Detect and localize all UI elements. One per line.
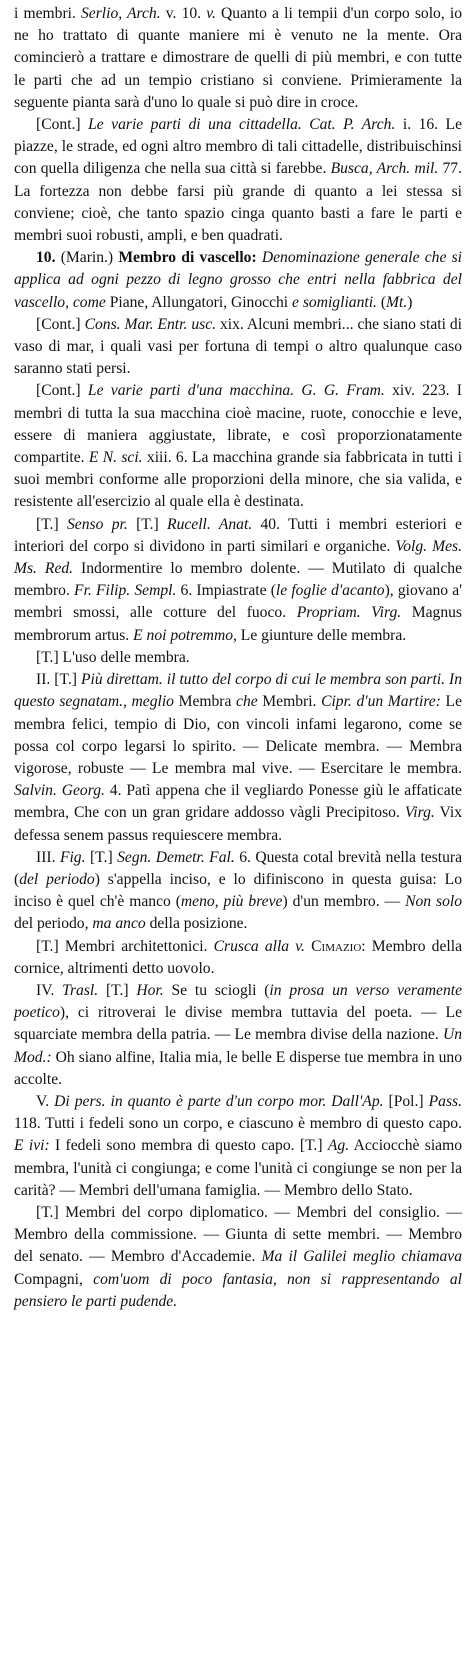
text-run: ), giovano a' membri smossi, alle cotture del fuoco. — [14, 582, 463, 622]
italic-run: Fr. Filip. Sempl. — [74, 582, 177, 600]
italic-run: che — [236, 693, 258, 711]
entry-paragraph-p-macchina — [14, 380, 462, 513]
italic-run: in prosa un verso veramente poetico — [14, 981, 463, 1022]
italic-run: E N. sci. — [88, 449, 143, 467]
text-run: Compagni, — [14, 1270, 94, 1288]
entry-paragraph-p-v — [14, 1091, 462, 1202]
italic-run: Rucell. Anat. — [167, 515, 253, 533]
text-run: [T.] Membri architettonici. — [36, 937, 214, 955]
entry-paragraph-p-architettonici — [14, 936, 462, 980]
text-run: 6. Questa cotal brevità nella testura ( — [14, 848, 463, 888]
text-run: Membra — [173, 693, 237, 711]
text-run: I fedeli sono membra di questo capo. [T.] — [49, 1137, 328, 1155]
text-run: II. [T.] — [36, 671, 81, 689]
text-run: ) s'appella inciso, e lo difiniscono in questa guisa: Lo inciso è quel ch'è manco ( — [14, 870, 462, 911]
text-run: Se tu sciogli ( — [163, 981, 270, 999]
italic-run: Serlio, Arch. — [81, 5, 161, 22]
italic-run: le foglie d'acanto — [275, 582, 385, 600]
italic-run: Volg. Mes. Ms. Red. — [14, 537, 462, 578]
text-run: [T.] L'uso delle membra. — [36, 648, 190, 666]
italic-run: meno, più breve — [180, 893, 283, 911]
italic-run: Di pers. in quanto è parte d'un corpo mor. Dall'Ap. — [54, 1092, 384, 1110]
text-run: Magnus membrorum artus. — [14, 604, 462, 644]
text-run: 40. Tutti i membri esteriori e interiori del corpo si dividono in parti similari e organiche. — [14, 515, 462, 555]
text-run: ) — [407, 293, 413, 311]
entry-paragraph-p-diplomatico — [14, 1202, 462, 1313]
italic-run: Mt. — [386, 293, 408, 311]
text-run: Oh siano alfine, Italia mia, le belle E disperse tue membra in uno accolte. — [14, 1048, 462, 1088]
text-run: [Pol.] — [383, 1092, 429, 1110]
italic-run: Salvin. Georg. — [14, 782, 105, 800]
text-run: III. — [36, 848, 60, 866]
text-run: del periodo, — [14, 915, 93, 933]
italic-run: Propriam. Virg. — [296, 604, 402, 622]
text-run: : Membro della cornice, altrimenti detto uovolo. — [14, 937, 462, 977]
entry-paragraph-p-senso-pr — [14, 514, 462, 647]
text-run: Acciocchè siamo membra, l'unità ci congiunga; e come l'unità ci congiunge se non per la carità? — Membri dell'umana famiglia. — Membro dello Stato. — [14, 1137, 463, 1199]
text-run: 4. Patì appena che il vegliardo Ponesse giù le affaticate membra, Che con un gran gridare addosso vàgli Precipitoso. — [14, 782, 462, 822]
text-run: Membri. — [257, 693, 322, 711]
entry-paragraph-p-ii — [14, 669, 462, 847]
italic-run: com'uom di poco fantasia, non si rappresentando al pensiero le parti pudende. — [14, 1270, 462, 1310]
text-run: [Cont.] — [36, 315, 85, 333]
italic-run: Busca, Arch. mil. — [330, 160, 439, 178]
text-run: xiv. 223. I membri di tutta la sua macchina cioè macine, ruote, conocchie e leve, essere di maniera aggiustate, librate, e così proporzionatamente compartite. — [14, 382, 462, 467]
italic-run: E ivi: — [14, 1137, 50, 1155]
text-run: Le membra felici, tempio di Dio, con vincoli infami legarono, come se possa col corpo legarsi lo spirito. — Delicate membra. — Membra vigorose, robuste — Le membra mal vive. — Esercitare le membra. — [14, 693, 462, 777]
text-run: 118. Tutti i fedeli sono un corpo, e ciascuno è membro di questo capo. — [14, 1115, 462, 1133]
text-run: della posizione. — [145, 915, 248, 933]
text-run: xiii. 6. La macchina grande sia fabbricata in tutti i suoi membri conforme alle proporzioni della minore, che sia valida, e resistente all'esercizio al quale ella è destinata. — [14, 449, 463, 511]
italic-run: E noi potremmo — [133, 626, 233, 644]
italic-run: Virg. — [404, 804, 435, 822]
italic-run: v. — [206, 5, 216, 22]
text-run: v. 10. — [160, 5, 207, 22]
entry-paragraph-p-cittadella — [14, 114, 462, 247]
text-run: Vix defessa senem passus requiescere membra. — [14, 804, 463, 844]
text-run: xix. Alcuni membri... che siano stati di vaso di mar, i quali vasi per fortuna di tempi o altro qualunque caso saranno stati persi. — [14, 315, 462, 378]
text-run: 77. La fortezza non debbe farsi più grande di quanto a lei stessa si conviene; cioè, che tanto spazio cinga quanto basti a fare le parti e membri suoi robusti, ampli, e ben quadrati. — [14, 160, 463, 245]
italic-run: Senso pr. — [66, 515, 128, 533]
entry-paragraph-p-serlio — [14, 3, 462, 114]
text-run: ), ci ritroverai le divise membra tuttavia del poeta. — Le squarciate membra della patria. — Le membra divise della nazione. — [14, 1004, 462, 1044]
text-run: [T.] Membri del corpo diplomatico. — Membri del consiglio. — Membro della commissione. — Giunta di sette membri. — Membro del senato. — Membro d'Accademie. — [14, 1203, 462, 1266]
italic-run: Fig. — [59, 848, 86, 866]
text-run: Quanto a li tempii d'un corpo solo, io ne ho trattato di quante maniere mi è venuto ne la mente. Ora comincierò a trattare e dimostrare de quelli di più membri, e con tutte le parti che ad un tempio cristiano si conviene. Primieramente la seguente pianta sarà d'uno lo quale si può dire in croce. — [14, 5, 462, 111]
italic-run: Un Mod.: — [14, 1026, 462, 1066]
text-run: [T.] — [85, 848, 118, 866]
text-run: IV. — [36, 981, 63, 999]
bold-run: Membro di vascello: — [118, 249, 257, 267]
italic-run: Non solo — [405, 893, 462, 911]
italic-run: Cipr. d'un Martire: — [321, 693, 441, 711]
entry-paragraph-p-uso — [14, 647, 462, 669]
italic-run: Le varie parti d'una macchina. G. G. Fram. — [87, 382, 385, 400]
entry-paragraph-p-vascello — [14, 247, 462, 314]
bold-run: 10. — [36, 249, 56, 267]
italic-run: Crusca alla v. — [213, 937, 305, 955]
italic-run: Ag. — [327, 1137, 350, 1155]
text-run: [Cont.] — [36, 116, 89, 134]
italic-run: ma anco — [92, 915, 146, 933]
italic-run: Ma il Galilei meglio chiamava — [261, 1248, 462, 1266]
italic-run: Cons. Mar. Entr. usc. — [84, 315, 217, 333]
entry-paragraph-p-iii — [14, 847, 462, 936]
text-run: (Marin.) — [55, 249, 119, 267]
text-run: [Cont.] — [36, 382, 88, 400]
text-run: [T.] — [127, 515, 168, 533]
italic-run: Hor. — [136, 981, 164, 999]
text-run: i. 16. Le piazze, le strade, ed ogni altro membro di tali cittadelle, distribuischinsi con quella diligenza che nella sua città si farebbe. — [14, 116, 462, 178]
text-run: Cimazio — [311, 937, 362, 955]
text-run: ( — [376, 293, 387, 311]
italic-run: Le varie parti di una cittadella. Cat. P. Arch. — [88, 116, 396, 134]
text-run: i membri. — [14, 5, 81, 22]
entry-paragraph-p-cons-mar — [14, 314, 462, 381]
italic-run: Più direttam. il tutto del corpo di cui le membra son parti. In questo segnatam., meglio — [14, 671, 463, 711]
italic-run: Segn. Demetr. Fal. — [117, 848, 235, 866]
italic-run: Denominazione generale che si applica ad ogni pezzo di legno grosso che entri nella fabbrica del vascello, come — [14, 249, 462, 311]
text-run: , Le giunture delle membra. — [233, 626, 407, 644]
text-run: ) d'un membro. — — [282, 893, 406, 911]
text-run: 6. Impiastrate ( — [176, 582, 276, 600]
text-run: [T.] — [36, 515, 67, 533]
italic-run: Trasl. — [62, 981, 99, 999]
entry-paragraph-p-iv — [14, 980, 462, 1091]
italic-run: del periodo — [19, 870, 95, 888]
text-run: [T.] — [98, 981, 137, 999]
text-run: Indormentire lo membro dolente. — Mutilato di qualche membro. — [14, 560, 463, 600]
italic-run: Pass. — [428, 1092, 462, 1110]
text-run: V. — [36, 1092, 55, 1110]
italic-run: e somiglianti. — [292, 293, 377, 311]
text-run: Piane, Allungatori, Ginocchi — [105, 293, 293, 311]
